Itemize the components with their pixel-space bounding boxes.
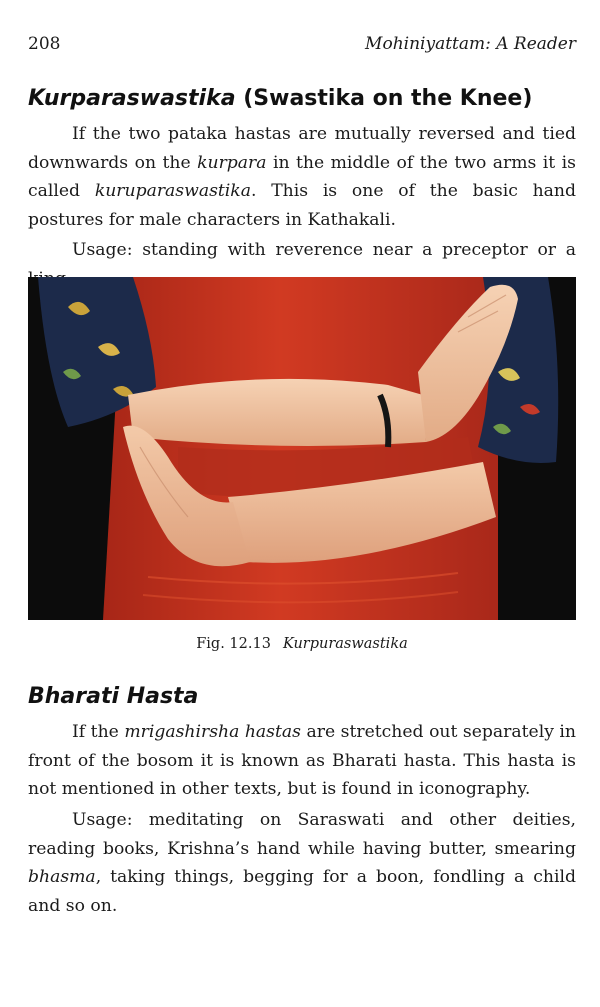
text-run: are stretched out separately in front of the bosom it is known as Bharati hasta. This hasta is not mentioned in other texts, but is found in iconography. [28,722,576,799]
text-run: , taking things, begging for a boon, fondling a child and so on. [28,867,576,916]
italic-term: mrigashirsha hastas [124,722,301,742]
text-run: in the middle of the two arms it is called [28,152,576,201]
figure-name: Kurpuraswastika [282,636,408,652]
text-run: If the two pataka hastas are mutually reversed and tied downwards on the [28,124,576,173]
bharati-hasta-description [28,718,576,804]
italic-term: kuruparaswastika [94,181,251,201]
running-head [28,34,576,58]
bharati-hasta-usage [28,806,576,920]
kurpuraswastika-photo [28,277,576,620]
text-run: . This is one of the basic hand postures for male characters in Kathakali. [28,181,576,230]
figure-caption [28,636,576,652]
figure-label: Fig. 12.13 [196,636,271,652]
book-title: Mohiniyattam: A Reader [365,34,576,54]
section-heading-bharati-hasta [28,684,198,709]
kurparaswastika-description [28,120,576,234]
heading-term: Kurparaswastika [28,86,236,111]
text-run: If the [72,722,125,742]
heading-term: Bharati Hasta [28,684,199,709]
section-heading-kurparaswastika [28,86,532,111]
heading-gloss: (Swastika on the Knee) [243,86,533,111]
kurparaswastika-usage: Usage: standing with reverence near a preceptor or a [72,240,576,260]
italic-term: kurpara [197,152,267,173]
figure-photo [28,277,576,620]
italic-term: bhasma [28,867,96,887]
text-run: Usage: meditating on Saraswati and other deities, reading books, Krishna’s hand while having butter, smearing [28,810,576,859]
page-number: 208 [28,34,61,54]
